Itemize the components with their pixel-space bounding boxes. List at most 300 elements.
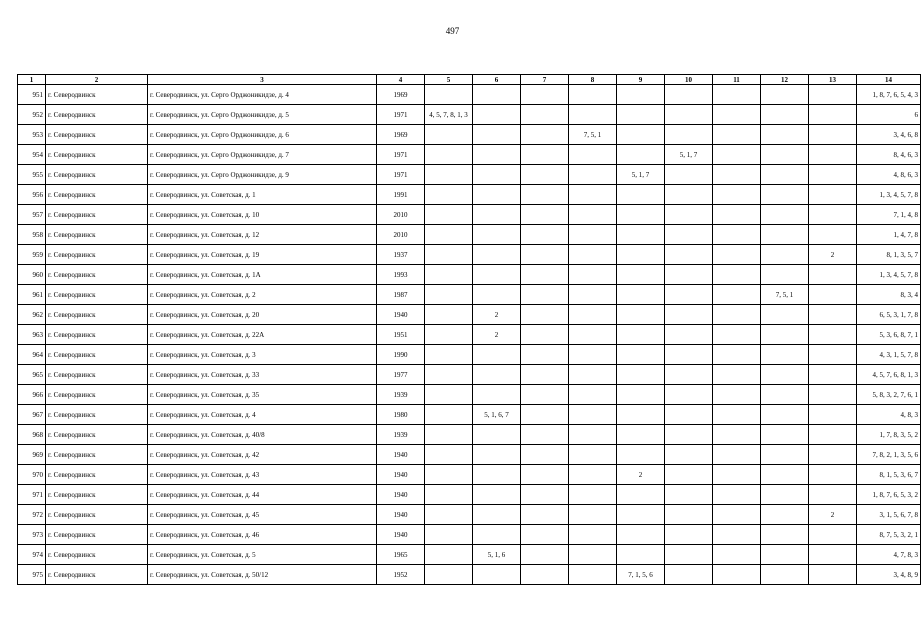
- table-row: [18, 425, 921, 445]
- year-cell: 1980: [377, 405, 425, 425]
- column-6-cell: 5, 1, 6, 7: [473, 405, 521, 425]
- row-number-cell: 961: [18, 285, 46, 305]
- year-cell: 1971: [377, 145, 425, 165]
- table-row: [18, 305, 921, 325]
- column-9-cell: [617, 145, 665, 165]
- column-5-cell: [425, 565, 473, 585]
- column-11-cell: [713, 225, 761, 245]
- column-9-cell: [617, 125, 665, 145]
- address-cell: г. Северодвинск, ул. Советская, д. 3: [148, 345, 377, 365]
- column-13-cell: [809, 545, 857, 565]
- column-12-cell: [761, 245, 809, 265]
- row-number-cell: 967: [18, 405, 46, 425]
- column-7-cell: [521, 325, 569, 345]
- column-9-cell: [617, 345, 665, 365]
- column-6-cell: [473, 165, 521, 185]
- year-cell: 1939: [377, 385, 425, 405]
- column-5-cell: [425, 345, 473, 365]
- column-5-cell: [425, 405, 473, 425]
- column-14-cell: 5, 3, 6, 8, 7, 1: [857, 325, 921, 345]
- column-10-cell: [665, 405, 713, 425]
- column-14-cell: 8, 4, 6, 3: [857, 145, 921, 165]
- row-number-cell: 959: [18, 245, 46, 265]
- column-11-cell: [713, 385, 761, 405]
- year-cell: 1971: [377, 165, 425, 185]
- column-8-cell: [569, 185, 617, 205]
- column-13-cell: [809, 445, 857, 465]
- column-header: 1: [18, 75, 46, 85]
- column-11-cell: [713, 125, 761, 145]
- city-cell: г. Северодвинск: [46, 425, 148, 445]
- column-5-cell: [425, 365, 473, 385]
- column-5-cell: [425, 145, 473, 165]
- column-13-cell: [809, 405, 857, 425]
- year-cell: 1940: [377, 505, 425, 525]
- column-5-cell: [425, 445, 473, 465]
- column-12-cell: [761, 125, 809, 145]
- column-5-cell: [425, 205, 473, 225]
- year-cell: 2010: [377, 205, 425, 225]
- column-6-cell: 2: [473, 325, 521, 345]
- column-9-cell: [617, 265, 665, 285]
- column-11-cell: [713, 205, 761, 225]
- column-10-cell: [665, 465, 713, 485]
- column-13-cell: [809, 465, 857, 485]
- column-9-cell: [617, 205, 665, 225]
- column-7-cell: [521, 225, 569, 245]
- column-8-cell: [569, 425, 617, 445]
- column-14-cell: 4, 8, 6, 3: [857, 165, 921, 185]
- table-row: [18, 465, 921, 485]
- column-10-cell: [665, 385, 713, 405]
- table-row: [18, 545, 921, 565]
- year-cell: 1937: [377, 245, 425, 265]
- column-13-cell: [809, 305, 857, 325]
- row-number-cell: 974: [18, 545, 46, 565]
- table-row: [18, 165, 921, 185]
- column-13-cell: [809, 285, 857, 305]
- column-11-cell: [713, 165, 761, 185]
- column-11-cell: [713, 105, 761, 125]
- column-14-cell: 7, 8, 2, 1, 3, 5, 6: [857, 445, 921, 465]
- column-10-cell: [665, 305, 713, 325]
- column-7-cell: [521, 405, 569, 425]
- column-9-cell: [617, 525, 665, 545]
- column-14-cell: 4, 7, 8, 3: [857, 545, 921, 565]
- column-6-cell: 5, 1, 6: [473, 545, 521, 565]
- column-13-cell: [809, 145, 857, 165]
- year-cell: 1940: [377, 485, 425, 505]
- column-9-cell: [617, 225, 665, 245]
- column-8-cell: [569, 385, 617, 405]
- column-12-cell: [761, 185, 809, 205]
- column-8-cell: [569, 305, 617, 325]
- table-row: [18, 565, 921, 585]
- column-14-cell: 8, 7, 5, 3, 2, 1: [857, 525, 921, 545]
- column-14-cell: 1, 8, 7, 6, 5, 4, 3: [857, 85, 921, 105]
- column-10-cell: [665, 85, 713, 105]
- column-12-cell: [761, 105, 809, 125]
- row-number-cell: 966: [18, 385, 46, 405]
- column-10-cell: [665, 105, 713, 125]
- row-number-cell: 952: [18, 105, 46, 125]
- column-8-cell: 7, 5, 1: [569, 125, 617, 145]
- column-12-cell: [761, 365, 809, 385]
- column-13-cell: [809, 345, 857, 365]
- column-13-cell: [809, 225, 857, 245]
- column-7-cell: [521, 545, 569, 565]
- year-cell: 1969: [377, 125, 425, 145]
- column-14-cell: 1, 8, 7, 6, 5, 3, 2: [857, 485, 921, 505]
- column-5-cell: [425, 85, 473, 105]
- address-cell: г. Северодвинск, ул. Советская, д. 20: [148, 305, 377, 325]
- column-8-cell: [569, 445, 617, 465]
- column-10-cell: [665, 205, 713, 225]
- column-14-cell: 1, 3, 4, 5, 7, 8: [857, 265, 921, 285]
- year-cell: 1940: [377, 465, 425, 485]
- column-11-cell: [713, 325, 761, 345]
- column-5-cell: [425, 165, 473, 185]
- address-cell: г. Северодвинск, ул. Советская, д. 22А: [148, 325, 377, 345]
- column-10-cell: [665, 265, 713, 285]
- city-cell: г. Северодвинск: [46, 205, 148, 225]
- column-5-cell: [425, 505, 473, 525]
- column-9-cell: 2: [617, 465, 665, 485]
- column-11-cell: [713, 285, 761, 305]
- row-number-cell: 956: [18, 185, 46, 205]
- column-14-cell: 6: [857, 105, 921, 125]
- column-6-cell: [473, 265, 521, 285]
- city-cell: г. Северодвинск: [46, 165, 148, 185]
- column-12-cell: [761, 425, 809, 445]
- city-cell: г. Северодвинск: [46, 345, 148, 365]
- column-6-cell: [473, 505, 521, 525]
- column-8-cell: [569, 265, 617, 285]
- year-cell: 1951: [377, 325, 425, 345]
- column-5-cell: [425, 385, 473, 405]
- column-5-cell: [425, 465, 473, 485]
- city-cell: г. Северодвинск: [46, 325, 148, 345]
- city-cell: г. Северодвинск: [46, 285, 148, 305]
- column-14-cell: 5, 8, 3, 2, 7, 6, 1: [857, 385, 921, 405]
- column-10-cell: [665, 445, 713, 465]
- column-6-cell: [473, 425, 521, 445]
- column-14-cell: 6, 5, 3, 1, 7, 8: [857, 305, 921, 325]
- buildings-table: [17, 74, 921, 585]
- column-11-cell: [713, 505, 761, 525]
- column-12-cell: [761, 445, 809, 465]
- column-11-cell: [713, 485, 761, 505]
- column-8-cell: [569, 325, 617, 345]
- table-row: [18, 365, 921, 385]
- column-13-cell: [809, 205, 857, 225]
- address-cell: г. Северодвинск, ул. Советская, д. 46: [148, 525, 377, 545]
- column-7-cell: [521, 385, 569, 405]
- column-header: 4: [377, 75, 425, 85]
- table-row: [18, 385, 921, 405]
- column-14-cell: 4, 5, 7, 6, 8, 1, 3: [857, 365, 921, 385]
- column-11-cell: [713, 465, 761, 485]
- column-13-cell: [809, 365, 857, 385]
- column-6-cell: [473, 145, 521, 165]
- address-cell: г. Северодвинск, ул. Серго Орджоникидзе, д. 5: [148, 105, 377, 125]
- row-number-cell: 955: [18, 165, 46, 185]
- row-number-cell: 964: [18, 345, 46, 365]
- column-13-cell: [809, 105, 857, 125]
- column-7-cell: [521, 485, 569, 505]
- city-cell: г. Северодвинск: [46, 145, 148, 165]
- city-cell: г. Северодвинск: [46, 565, 148, 585]
- address-cell: г. Северодвинск, ул. Советская, д. 44: [148, 485, 377, 505]
- column-6-cell: [473, 525, 521, 545]
- page-number: 497: [445, 26, 460, 36]
- column-7-cell: [521, 305, 569, 325]
- column-14-cell: 3, 4, 8, 9: [857, 565, 921, 585]
- table-row: [18, 225, 921, 245]
- city-cell: г. Северодвинск: [46, 185, 148, 205]
- year-cell: 1990: [377, 345, 425, 365]
- year-cell: 1952: [377, 565, 425, 585]
- column-13-cell: [809, 125, 857, 145]
- address-cell: г. Северодвинск, ул. Советская, д. 43: [148, 465, 377, 485]
- column-8-cell: [569, 145, 617, 165]
- column-7-cell: [521, 505, 569, 525]
- column-10-cell: [665, 225, 713, 245]
- column-10-cell: [665, 425, 713, 445]
- column-10-cell: [665, 485, 713, 505]
- column-9-cell: [617, 505, 665, 525]
- column-7-cell: [521, 265, 569, 285]
- column-13-cell: [809, 85, 857, 105]
- column-9-cell: [617, 245, 665, 265]
- column-9-cell: [617, 425, 665, 445]
- row-number-cell: 971: [18, 485, 46, 505]
- column-5-cell: 4, 5, 7, 8, 1, 3: [425, 105, 473, 125]
- column-14-cell: 8, 1, 3, 5, 7: [857, 245, 921, 265]
- column-12-cell: [761, 265, 809, 285]
- city-cell: г. Северодвинск: [46, 365, 148, 385]
- column-5-cell: [425, 185, 473, 205]
- year-cell: 1940: [377, 305, 425, 325]
- column-13-cell: [809, 185, 857, 205]
- column-7-cell: [521, 425, 569, 445]
- column-5-cell: [425, 245, 473, 265]
- year-cell: 1940: [377, 445, 425, 465]
- column-8-cell: [569, 365, 617, 385]
- column-header: 12: [761, 75, 809, 85]
- column-header: 6: [473, 75, 521, 85]
- column-13-cell: [809, 325, 857, 345]
- city-cell: г. Северодвинск: [46, 445, 148, 465]
- column-8-cell: [569, 205, 617, 225]
- column-9-cell: [617, 85, 665, 105]
- address-cell: г. Северодвинск, ул. Советская, д. 10: [148, 205, 377, 225]
- column-14-cell: 8, 3, 4: [857, 285, 921, 305]
- column-7-cell: [521, 285, 569, 305]
- column-14-cell: 3, 4, 6, 8: [857, 125, 921, 145]
- city-cell: г. Северодвинск: [46, 85, 148, 105]
- column-5-cell: [425, 125, 473, 145]
- city-cell: г. Северодвинск: [46, 385, 148, 405]
- column-11-cell: [713, 445, 761, 465]
- column-12-cell: [761, 325, 809, 345]
- year-cell: 1987: [377, 285, 425, 305]
- table-row: [18, 285, 921, 305]
- column-10-cell: [665, 325, 713, 345]
- column-header: 5: [425, 75, 473, 85]
- address-cell: г. Северодвинск, ул. Серго Орджоникидзе, д. 4: [148, 85, 377, 105]
- column-10-cell: [665, 165, 713, 185]
- column-9-cell: 7, 1, 5, 6: [617, 565, 665, 585]
- column-9-cell: [617, 365, 665, 385]
- table-row: [18, 445, 921, 465]
- column-10-cell: [665, 245, 713, 265]
- address-cell: г. Северодвинск, ул. Советская, д. 4: [148, 405, 377, 425]
- column-header: 9: [617, 75, 665, 85]
- column-10-cell: [665, 565, 713, 585]
- column-7-cell: [521, 525, 569, 545]
- row-number-cell: 962: [18, 305, 46, 325]
- column-7-cell: [521, 345, 569, 365]
- city-cell: г. Северодвинск: [46, 505, 148, 525]
- column-14-cell: 3, 1, 5, 6, 7, 8: [857, 505, 921, 525]
- row-number-cell: 965: [18, 365, 46, 385]
- column-11-cell: [713, 545, 761, 565]
- column-6-cell: [473, 225, 521, 245]
- row-number-cell: 951: [18, 85, 46, 105]
- column-6-cell: 2: [473, 305, 521, 325]
- year-cell: 1939: [377, 425, 425, 445]
- column-12-cell: [761, 85, 809, 105]
- city-cell: г. Северодвинск: [46, 225, 148, 245]
- address-cell: г. Северодвинск, ул. Советская, д. 35: [148, 385, 377, 405]
- column-13-cell: [809, 485, 857, 505]
- column-5-cell: [425, 525, 473, 545]
- row-number-cell: 963: [18, 325, 46, 345]
- column-14-cell: 1, 3, 4, 5, 7, 8: [857, 185, 921, 205]
- city-cell: г. Северодвинск: [46, 245, 148, 265]
- column-9-cell: [617, 105, 665, 125]
- city-cell: г. Северодвинск: [46, 465, 148, 485]
- column-11-cell: [713, 405, 761, 425]
- column-6-cell: [473, 365, 521, 385]
- table-body: [18, 85, 921, 585]
- column-5-cell: [425, 305, 473, 325]
- column-6-cell: [473, 345, 521, 365]
- address-cell: г. Северодвинск, ул. Советская, д. 50/12: [148, 565, 377, 585]
- column-11-cell: [713, 265, 761, 285]
- table-row: [18, 245, 921, 265]
- row-number-cell: 969: [18, 445, 46, 465]
- city-cell: г. Северодвинск: [46, 405, 148, 425]
- column-11-cell: [713, 305, 761, 325]
- column-6-cell: [473, 445, 521, 465]
- column-14-cell: 8, 1, 5, 3, 6, 7: [857, 465, 921, 485]
- column-8-cell: [569, 285, 617, 305]
- column-8-cell: [569, 105, 617, 125]
- column-7-cell: [521, 125, 569, 145]
- column-header: 11: [713, 75, 761, 85]
- column-8-cell: [569, 245, 617, 265]
- column-14-cell: 4, 3, 1, 5, 7, 8: [857, 345, 921, 365]
- column-7-cell: [521, 245, 569, 265]
- column-6-cell: [473, 185, 521, 205]
- address-cell: г. Северодвинск, ул. Советская, д. 1А: [148, 265, 377, 285]
- column-5-cell: [425, 485, 473, 505]
- row-number-cell: 973: [18, 525, 46, 545]
- column-13-cell: [809, 565, 857, 585]
- column-9-cell: [617, 405, 665, 425]
- column-10-cell: [665, 185, 713, 205]
- column-9-cell: [617, 445, 665, 465]
- column-header: 13: [809, 75, 857, 85]
- year-cell: 1991: [377, 185, 425, 205]
- column-9-cell: [617, 185, 665, 205]
- column-8-cell: [569, 545, 617, 565]
- column-12-cell: [761, 145, 809, 165]
- column-6-cell: [473, 565, 521, 585]
- address-cell: г. Северодвинск, ул. Советская, д. 2: [148, 285, 377, 305]
- address-cell: г. Северодвинск, ул. Советская, д. 1: [148, 185, 377, 205]
- column-10-cell: [665, 505, 713, 525]
- column-11-cell: [713, 365, 761, 385]
- column-11-cell: [713, 565, 761, 585]
- column-8-cell: [569, 225, 617, 245]
- column-12-cell: [761, 225, 809, 245]
- column-10-cell: [665, 365, 713, 385]
- column-12-cell: [761, 405, 809, 425]
- column-11-cell: [713, 245, 761, 265]
- table-row: [18, 485, 921, 505]
- column-12-cell: [761, 385, 809, 405]
- column-11-cell: [713, 425, 761, 445]
- table-row: [18, 345, 921, 365]
- table-row: [18, 405, 921, 425]
- column-6-cell: [473, 285, 521, 305]
- column-14-cell: 7, 1, 4, 8: [857, 205, 921, 225]
- city-cell: г. Северодвинск: [46, 265, 148, 285]
- column-7-cell: [521, 445, 569, 465]
- column-12-cell: [761, 305, 809, 325]
- column-10-cell: [665, 345, 713, 365]
- column-9-cell: [617, 385, 665, 405]
- row-number-cell: 957: [18, 205, 46, 225]
- column-12-cell: [761, 565, 809, 585]
- column-12-cell: [761, 545, 809, 565]
- address-cell: г. Северодвинск, ул. Советская, д. 40/8: [148, 425, 377, 445]
- column-13-cell: 2: [809, 505, 857, 525]
- column-header: 7: [521, 75, 569, 85]
- column-7-cell: [521, 165, 569, 185]
- column-8-cell: [569, 165, 617, 185]
- column-header: 8: [569, 75, 617, 85]
- column-13-cell: 2: [809, 245, 857, 265]
- column-11-cell: [713, 85, 761, 105]
- column-7-cell: [521, 365, 569, 385]
- row-number-cell: 972: [18, 505, 46, 525]
- column-5-cell: [425, 285, 473, 305]
- column-11-cell: [713, 145, 761, 165]
- city-cell: г. Северодвинск: [46, 545, 148, 565]
- table-row: [18, 185, 921, 205]
- table-row: [18, 85, 921, 105]
- column-13-cell: [809, 525, 857, 545]
- column-9-cell: [617, 305, 665, 325]
- column-7-cell: [521, 205, 569, 225]
- column-14-cell: 4, 8, 3: [857, 405, 921, 425]
- column-14-cell: 1, 7, 8, 3, 5, 2: [857, 425, 921, 445]
- address-cell: г. Северодвинск, ул. Советская, д. 19: [148, 245, 377, 265]
